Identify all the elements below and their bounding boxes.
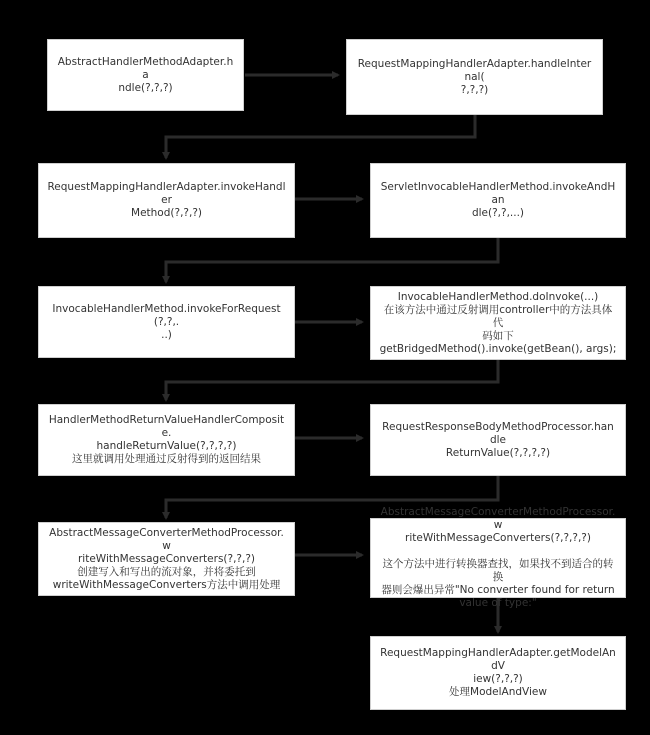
node-text: HandlerMethodReturnValueHandlerComposite. handleReturnValue(?,?,?,?) 这里就调用处理通过反射得到的返回结果 bbox=[48, 414, 285, 465]
node-text: AbstractMessageConverterMethodProcessor.w riteWithMessageConverters(?,?,?,?) 这个方法中进行转换器查找，如果找不到适合的转换 器则会爆出异常"No converter found for return value of type:" bbox=[380, 506, 616, 609]
node-text: RequestMappingHandlerAdapter.getModelAndV iew(?,?,?) 处理ModelAndView bbox=[380, 647, 616, 698]
node-text: RequestMappingHandlerAdapter.invokeHandler Method(?,?,?) bbox=[47, 181, 286, 219]
node-write-with-converters-3 bbox=[38, 522, 295, 596]
node-abstract-handle bbox=[47, 39, 244, 111]
arrow-6-7 bbox=[166, 360, 498, 400]
node-text: InvocableHandlerMethod.invokeForRequest(?,?,. ..) bbox=[52, 302, 281, 341]
node-get-model-and-view bbox=[370, 636, 626, 710]
node-invoke-for-request bbox=[38, 286, 295, 358]
arrow-2-3 bbox=[166, 113, 475, 158]
node-text: RequestResponseBodyMethodProcessor.handle ReturnValue(?,?,?,?) bbox=[382, 420, 614, 459]
node-text: InvocableHandlerMethod.doInvoke(...) 在该方法中通过反射调用controller中的方法具体代 码如下 getBridgedMethod().invoke(getBean(), args); bbox=[379, 290, 617, 355]
node-text: AbstractMessageConverterMethodProcessor.w riteWithMessageConverters(?,?,?) 创建写入和写出的流对象，并将委托到 writeWithMessageConverters方法中调用处理 bbox=[49, 526, 284, 591]
node-request-response-body-processor bbox=[370, 404, 626, 476]
node-do-invoke bbox=[370, 286, 626, 360]
node-invoke-and-handle bbox=[370, 163, 626, 238]
node-write-with-converters-4 bbox=[370, 506, 626, 609]
node-handle-internal bbox=[346, 39, 603, 115]
node-text: ServletInvocableHandlerMethod.invokeAndHan dle(?,?,...) bbox=[380, 181, 616, 219]
node-invoke-handler-method bbox=[38, 163, 295, 238]
node-handle-return-value-composite bbox=[38, 404, 295, 476]
node-text: RequestMappingHandlerAdapter.handleInternal( ?,?,?) bbox=[357, 57, 592, 96]
node-text: AbstractHandlerMethodAdapter.ha ndle(?,?,?) bbox=[57, 55, 234, 94]
arrow-4-5 bbox=[166, 238, 498, 282]
